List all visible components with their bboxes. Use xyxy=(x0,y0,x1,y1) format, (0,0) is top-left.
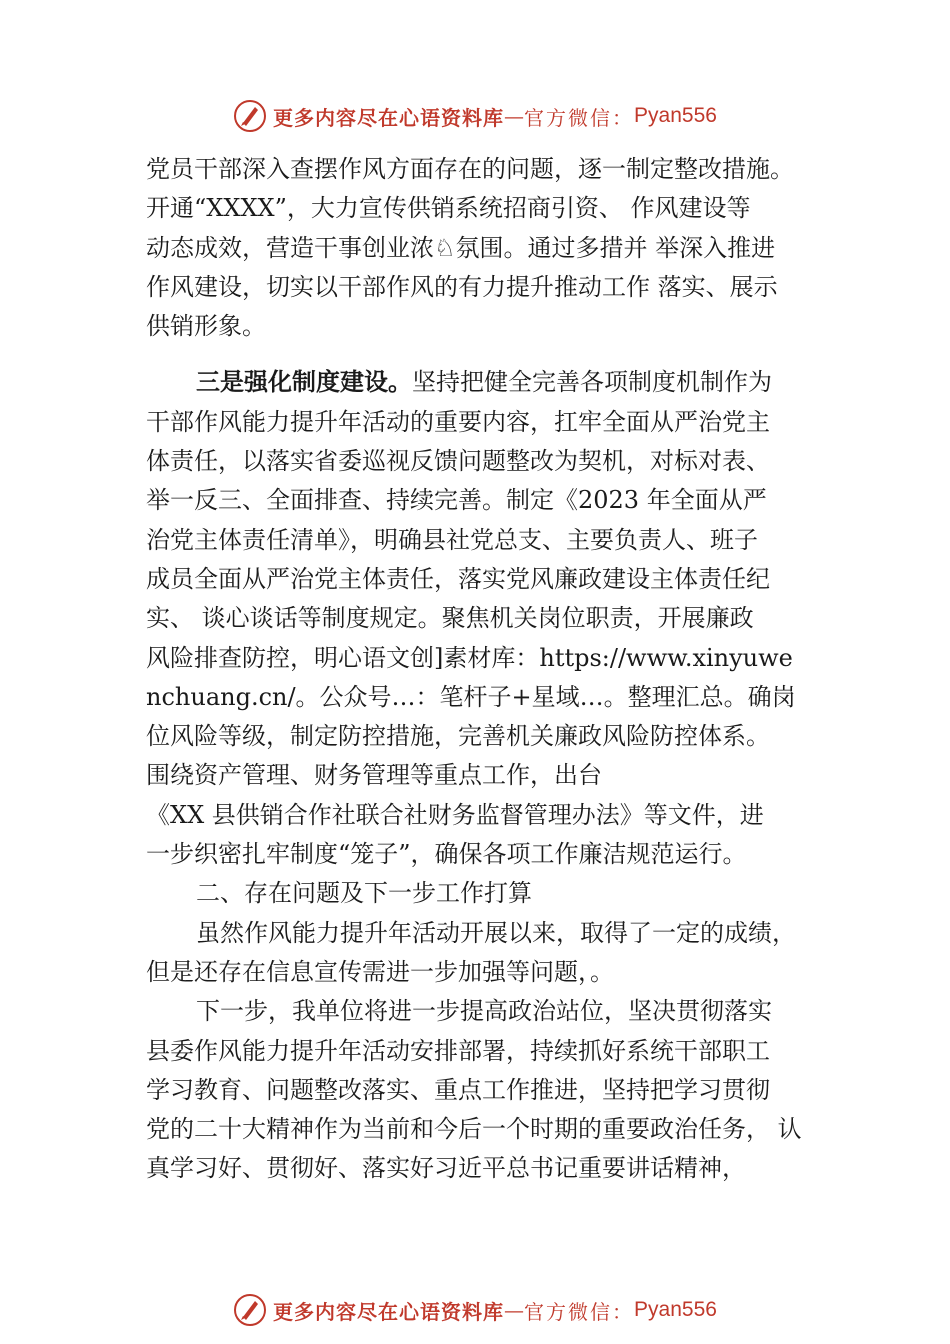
text-line: 干部作风能力提升年活动的重要内容，扛牢全面从严治党主 xyxy=(146,407,770,436)
text-line: 风险排查防控，明心语文创]素材库：https://www.xinyuwe xyxy=(146,643,793,672)
text-line: 真学习好、贯彻好、落实好习近平总书记重要讲话精神， xyxy=(146,1154,746,1183)
banner-wechat-id: Pyan556 xyxy=(634,104,717,127)
text-line: 围绕资产管理、财务管理等重点工作，出台 xyxy=(146,761,602,790)
paragraph-lead-rest: 坚持把健全完善各项制度机制作为 xyxy=(412,368,772,397)
banner-wechat-label: 官方微信： xyxy=(524,1299,635,1324)
banner-brand-text: 更多内容尽在心语资料库 xyxy=(273,1299,505,1324)
document-body xyxy=(146,150,826,1189)
text-line: 举一反三、全面排查、持续完善。制定《2023 年全面从严 xyxy=(146,486,767,515)
text-line: 学习教育、问题整改落实、重点工作推进，坚持把学习贯彻 xyxy=(146,1075,770,1104)
banner-brand-text: 更多内容尽在心语资料库 xyxy=(273,105,505,130)
footer-banner xyxy=(0,1290,950,1330)
paragraph-3 xyxy=(146,914,826,993)
banner-wechat-label: 官方微信： xyxy=(524,105,635,130)
text-line: 位风险等级，制定防控措施，完善机关廉政风险防控体系。 xyxy=(146,722,770,751)
brand-logo-icon xyxy=(233,99,267,133)
banner-dash: — xyxy=(504,1298,525,1322)
text-line xyxy=(146,363,826,402)
text-line: 实、 谈心谈话等制度规定。聚焦机关岗位职责，开展廉政 xyxy=(146,604,754,633)
banner-wechat-id: Pyan556 xyxy=(634,1298,717,1321)
banner-dash: — xyxy=(504,104,525,128)
text-line: 作风建设，切实以干部作风的有力提升推动工作 落实、展示 xyxy=(146,272,778,301)
text-line: 党的二十大精神作为当前和今后一个时期的重要政治任务， 认 xyxy=(146,1115,802,1144)
text-line: 体责任，以落实省委巡视反馈问题整改为契机，对标对表、 xyxy=(146,447,770,476)
text-line: 治党主体责任清单》，明确县社党总支、主要负责人、班子 xyxy=(146,525,758,554)
text-line: 但是还存在信息宣传需进一步加强等问题，。 xyxy=(146,957,614,986)
paragraph-2 xyxy=(146,363,826,874)
text-line: nchuang.cn/。公众号…：笔杆子+星域…。整理汇总。确岗 xyxy=(146,682,796,711)
paragraph-1 xyxy=(146,150,826,346)
section-heading: 二、存在问题及下一步工作打算 xyxy=(196,879,532,908)
text-line: 成员全面从严治党主体责任，落实党风廉政建设主体责任纪 xyxy=(146,564,770,593)
text-line: 下一步，我单位将进一步提高政治站位，坚决贯彻落实 xyxy=(196,997,772,1026)
text-line: 动态成效，营造干事创业浓♘氛围。通过多措并 举深入推进 xyxy=(146,233,776,262)
text-line: 县委作风能力提升年活动安排部署，持续抓好系统干部职工 xyxy=(146,1036,770,1065)
text-line: 开通“XXXX”，大力宣传供销系统招商引资、 作风建设等 xyxy=(146,194,751,223)
paragraph-lead-heading: 三是强化制度建设。 xyxy=(196,368,412,397)
text-line: 供销形象。 xyxy=(146,312,266,341)
brand-logo-icon xyxy=(233,1293,267,1327)
header-banner xyxy=(0,96,950,136)
text-line: 《XX 县供销合作社联合社财务监督管理办法》等文件，进 xyxy=(146,800,764,829)
paragraph-4 xyxy=(146,992,826,1188)
text-line: 一步织密扎牢制度“笼子”，确保各项工作廉洁规范运行。 xyxy=(146,840,747,869)
text-line: 虽然作风能力提升年活动开展以来，取得了一定的成绩， xyxy=(196,918,796,947)
text-line: 党员干部深入查摆作风方面存在的问题，逐一制定整改措施。 xyxy=(146,155,794,183)
